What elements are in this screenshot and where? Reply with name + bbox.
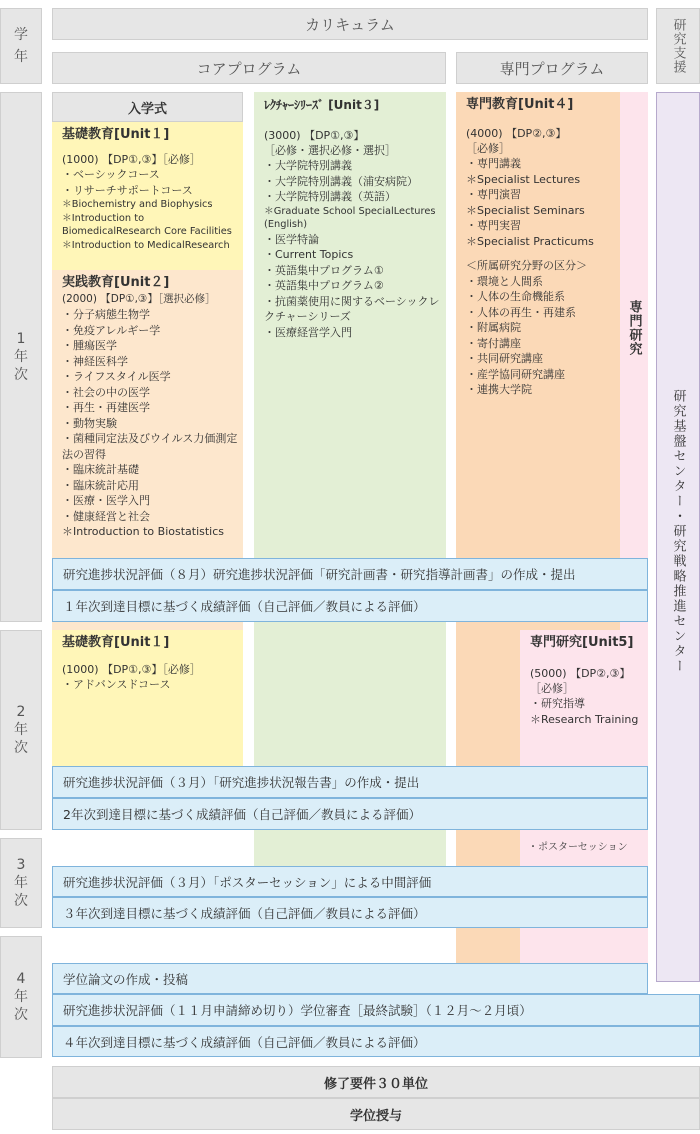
- year-label-1-text: 1年次: [14, 331, 28, 383]
- year4-eval-progress: 研究進捗状況評価（１１月申請締め切り）学位審査［最終試験］（１２月〜２月頃）: [52, 994, 700, 1026]
- list-item: ・専門演習: [466, 188, 521, 201]
- list-item: ・腫瘍医学: [62, 339, 117, 352]
- list-item: ・社会の中の医学: [62, 385, 150, 399]
- list-item: ・動物実験: [62, 416, 117, 430]
- list-item: ・大学院特別講義（浦安病院）: [264, 174, 418, 188]
- list-item: ・研究指導: [530, 697, 585, 710]
- year3-eval-grades: ３年次到達目標に基づく成績評価（自己評価／教員による評価）: [52, 897, 648, 928]
- list-item: ＊Research Training: [530, 712, 639, 726]
- list-item: ・菌種同定法及びウイルス力価測定法の習得: [62, 432, 238, 461]
- list-item: ・産学協同研究講座: [466, 367, 565, 381]
- year2-unit1-title: 基礎教育[Unit１]: [62, 635, 170, 650]
- unit5-title: 専門研究[Unit5]: [530, 635, 634, 650]
- list-item: ・大学院特別講義: [264, 159, 352, 172]
- list-item: ・神経医科学: [62, 354, 128, 368]
- unit5-box: [520, 630, 648, 868]
- year2-orange-column: [456, 630, 520, 868]
- list-item: ＊Specialist Practicums: [466, 234, 594, 248]
- year4-eval-grades: ４年次到達目標に基づく成績評価（自己評価／教員による評価）: [52, 1026, 700, 1057]
- list-item: ・寄付講座: [466, 336, 521, 350]
- year-label-2: [0, 630, 42, 830]
- unit3-title: ﾚｸﾁｬｰｼﾘｰｽﾞ [Unit３]: [264, 98, 380, 112]
- senmon-kenkyu-label: 専門研究: [626, 300, 642, 356]
- nyugakushiki: 入学式: [52, 92, 243, 122]
- year-label-1: [0, 92, 42, 622]
- year2-unit1-code: (1000) 【DP①,③】［必修］: [62, 663, 201, 676]
- year1-eval-progress: 研究進捗状況評価（８月）研究進捗状況評価「研究計画書・研究指導計画書」の作成・提出: [52, 558, 648, 590]
- unit2-code: (2000) 【DP①,③】［選択必修］: [62, 293, 216, 305]
- list-item: ・ライフスタイル医学: [62, 370, 171, 383]
- year2-eval-grades: 2年次到達目標に基づく成績評価（自己評価／教員による評価）: [52, 798, 648, 830]
- unit4-code2: ［必修］: [466, 142, 510, 155]
- list-item: ＊Introduction to MedicalResearch: [62, 239, 230, 251]
- year2-eval-progress: 研究進捗状況評価（３月）「研究進捗状況報告書」の作成・提出: [52, 766, 648, 798]
- list-item: ・英語集中プログラム①: [264, 263, 384, 277]
- year3-eval-progress: 研究進捗状況評価（３月）「ポスターセッション」による中間評価: [52, 866, 648, 897]
- list-item: ・専門講義: [466, 157, 521, 170]
- list-item: ・連携大学院: [466, 383, 532, 396]
- list-item: ・臨床統計基礎: [62, 463, 139, 476]
- year-label-4-text: 4年次: [14, 971, 28, 1023]
- year4-orange-column: [456, 928, 520, 964]
- unit2-title: 実践教育[Unit２]: [62, 275, 170, 290]
- list-item: ・医学特論: [264, 232, 319, 246]
- senmon-kenkyu-column: [620, 92, 648, 630]
- year1-eval-grades: １年次到達目標に基づく成績評価（自己評価／教員による評価）: [52, 590, 648, 622]
- unit4-code: (4000) 【DP②,③】: [466, 127, 567, 140]
- year-label-3: [0, 838, 42, 928]
- unit5-code: (5000) 【DP②,③】: [530, 667, 631, 680]
- header-core-program: コアプログラム: [52, 52, 446, 84]
- list-item: ・分子病態生物学: [62, 308, 150, 321]
- year2-green-column: [254, 630, 446, 766]
- list-item: ・リサーチサポートコース: [62, 183, 193, 197]
- list-item: ・アドバンスドコース: [62, 678, 171, 691]
- list-item: ・Current Topics: [264, 248, 354, 261]
- header-curriculum: カリキュラム: [52, 8, 648, 40]
- unit1-code: (1000) 【DP①,③】［必修］: [62, 153, 201, 166]
- year3-green-column: [254, 830, 446, 866]
- poster-session-label: ・ポスターセッション: [528, 842, 628, 853]
- unit5-code2: ［必修］: [530, 682, 574, 695]
- list-item: ・ベーシックコース: [62, 168, 160, 181]
- list-item: ＊Graduate School SpecialLectures (English): [264, 205, 436, 230]
- header-kenkyu-shien: [656, 8, 700, 84]
- year-label-4: [0, 936, 42, 1058]
- list-item: ・人体の再生・再建系: [466, 305, 576, 319]
- list-item: ・抗菌薬使用に関するベーシックレクチャーシリーズ: [264, 294, 440, 323]
- list-item: ＊Introduction to BiomedicalResearch Core Facilities: [62, 212, 232, 237]
- list-item: ・専門実習: [466, 219, 521, 232]
- year-label-3-text: 3年次: [14, 857, 28, 909]
- list-item: ・英語集中プログラム②: [264, 279, 384, 292]
- list-item: ・医療経営学入門: [264, 325, 352, 339]
- list-item: ・健康経営と社会: [62, 509, 150, 523]
- list-item: ＊Introduction to Biostatistics: [62, 525, 225, 538]
- year4-pink-column: [520, 928, 648, 964]
- header-senmon-program: 専門プログラム: [456, 52, 648, 84]
- list-item: ・免疫アレルギー学: [62, 323, 161, 337]
- unit3-box: [254, 92, 446, 630]
- year4-thesis: 学位論文の作成・投稿: [52, 963, 648, 994]
- year2-unit1-box: [52, 630, 243, 766]
- list-item: ・人体の生命機能系: [466, 290, 565, 303]
- header-gakunen-label: 学年: [14, 27, 28, 65]
- completion-requirement: 修了要件３０単位: [52, 1066, 700, 1098]
- unit4-box: [456, 92, 620, 630]
- year-label-2-text: 2年次: [14, 704, 28, 756]
- list-item: ＊Specialist Seminars: [466, 203, 585, 217]
- unit3-code2: ［必修・選択必修・選択］: [264, 144, 396, 157]
- degree-conferral: 学位授与: [52, 1098, 700, 1130]
- unit1-title: 基礎教育[Unit１]: [62, 127, 170, 142]
- list-item: ・臨床統計応用: [62, 478, 139, 492]
- list-item: ・大学院特別講義（英語）: [264, 190, 396, 203]
- header-gakunen: [0, 8, 42, 84]
- header-kenkyu-shien-label: 研究支援: [670, 18, 686, 74]
- research-center-label: 研究基盤センター・研究戦略推進センター: [670, 389, 686, 674]
- unit1-box: [52, 122, 243, 270]
- list-item: ・環境と人間系: [466, 274, 543, 288]
- research-center-sidebar: [656, 92, 700, 982]
- list-item: ・再生・再建医学: [62, 401, 150, 414]
- list-item: ・附属病院: [466, 321, 521, 334]
- list-item: ・共同研究講座: [466, 352, 543, 365]
- list-item: ＊Biochemistry and Biophysics: [62, 199, 213, 210]
- list-item: ・医療・医学入門: [62, 494, 150, 507]
- unit3-code: (3000) 【DP①,③】: [264, 129, 365, 142]
- unit4-title: 専門教育[Unit４]: [466, 97, 574, 112]
- list-item: ＊Specialist Lectures: [466, 172, 581, 186]
- unit4-division-title: ＜所属研究分野の区分＞: [466, 259, 587, 272]
